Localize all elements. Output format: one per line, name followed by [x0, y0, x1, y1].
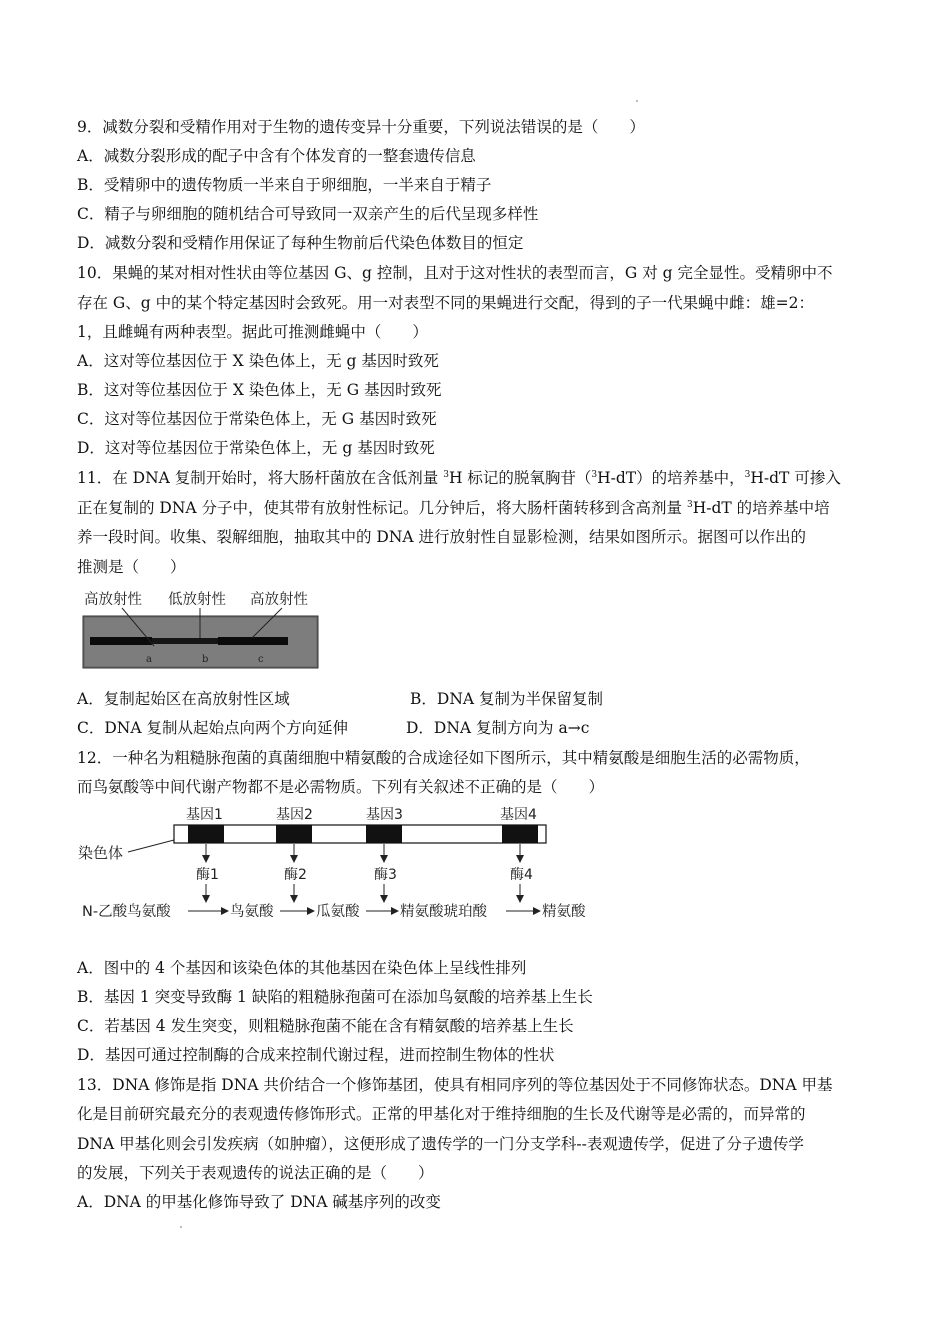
q11-text-1a: 11．在 DNA 复制开始时，将大肠杆菌放在含低剂量 — [77, 469, 444, 487]
q12-stem-line-1: 12．一种名为粗糙脉孢菌的真菌细胞中精氨酸的合成途径如下图所示，其中精氨酸是细胞生活的必需物质， — [77, 749, 810, 767]
arginine-pathway-figure — [78, 802, 598, 926]
chromosome-bar — [174, 825, 546, 843]
q13-option-a: A．DNA 的甲基化修饰导致了 DNA 碱基序列的改变 — [77, 1193, 441, 1211]
q11-stem-line-2 — [77, 498, 830, 518]
gene-4-label: 基因4 — [500, 807, 537, 823]
mark-a: a — [146, 654, 152, 665]
q11-text-1b: H 标记的脱氧胸苷（ — [448, 469, 592, 487]
compound-ornithine: 鸟氨酸 — [230, 904, 274, 920]
q11-text-2a: 正在复制的 DNA 分子中，使其带有放射性标记。几分钟后，将大肠杆菌转移到含高剂量 — [77, 499, 687, 517]
high-region-left — [90, 637, 152, 645]
q10-stem-line-2: 存在 G、g 中的某个特定基因时会致死。用一对表型不同的果蝇进行交配，得到的子一代果蝇中雌：雄=2： — [77, 294, 815, 312]
compound-argininosuccinate: 精氨酸琥珀酸 — [400, 904, 487, 920]
mark-b: b — [202, 654, 209, 665]
q11-sup-4: 3 — [686, 500, 693, 510]
q10-option-c: C．这对等位基因位于常染色体上，无 G 基因时致死 — [77, 410, 437, 428]
q9-option-c: C．精子与卵细胞的随机结合可导致同一双亲产生的后代呈现多样性 — [77, 205, 539, 223]
gene-1-block — [188, 825, 224, 843]
q12-stem-line-2: 而鸟氨酸等中间代谢产物都不是必需物质。下列有关叙述不正确的是（ ） — [77, 778, 605, 796]
enzyme-2-label: 酶2 — [284, 867, 307, 883]
q10-stem-line-3: 1，且雌蝇有两种表型。据此可推测雌蝇中（ ） — [77, 323, 428, 341]
q10-option-b: B．这对等位基因位于 X 染色体上，无 G 基因时致死 — [77, 381, 442, 399]
q11-stem-line-1 — [77, 468, 841, 488]
q9-option-a: A．减数分裂形成的配子中含有个体发育的一整套遗传信息 — [77, 147, 476, 165]
q11-sup-2: 3 — [591, 470, 598, 480]
q9-option-b: B．受精卵中的遗传物质一半来自于卵细胞，一半来自于精子 — [77, 176, 492, 194]
q11-option-c: C．DNA 复制从起始点向两个方向延伸 — [77, 719, 348, 737]
mark-c: c — [258, 654, 264, 665]
q9-option-d: D．减数分裂和受精作用保证了每种生物前后代染色体数目的恒定 — [77, 234, 524, 252]
compound-n-acetylornithine: N-乙酸鸟氨酸 — [82, 904, 171, 920]
scan-speck-bottom — [180, 1226, 182, 1228]
q11-text-2b: H-dT 的培养基中培 — [692, 499, 830, 517]
q12-option-b: B．基因 1 突变导致酶 1 缺陷的粗糙脉孢菌可在添加鸟氨酸的培养基上生长 — [77, 988, 593, 1006]
q13-stem-line-4: 的发展，下列关于表观遗传的说法正确的是（ ） — [77, 1164, 434, 1182]
q13-stem-line-3: DNA 甲基化则会引发疾病（如肿瘤），这便形成了遗传学的一门分支学科--表观遗传学，促进了分子遗传学 — [77, 1135, 804, 1153]
enzyme-4-label: 酶4 — [510, 867, 533, 883]
q11-sup-3: 3 — [744, 470, 751, 480]
q11-option-b: B．DNA 复制为半保留复制 — [410, 690, 604, 708]
q11-option-d: D．DNA 复制方向为 a→c — [406, 719, 590, 737]
figure-label-high-left: 高放射性 — [84, 592, 142, 608]
gene-3-block — [366, 825, 402, 843]
compound-citrulline: 瓜氨酸 — [316, 904, 360, 920]
q11-text-1d: H-dT 可掺入 — [750, 469, 841, 487]
figure-label-high-right: 高放射性 — [250, 592, 308, 608]
q9-stem: 9．减数分裂和受精作用对于生物的遗传变异十分重要，下列说法错误的是（ ） — [77, 118, 645, 136]
chromosome-label: 染色体 — [78, 844, 124, 862]
q11-stem-line-4: 推测是（ ） — [77, 558, 186, 576]
gene-1-label: 基因1 — [186, 807, 223, 823]
q11-option-a: A．复制起始区在高放射性区域 — [77, 690, 290, 708]
gene-2-label: 基因2 — [276, 807, 313, 823]
enzyme-3-label: 酶3 — [374, 867, 397, 883]
q10-option-d: D．这对等位基因位于常染色体上，无 g 基因时致死 — [77, 439, 435, 457]
compound-arginine: 精氨酸 — [542, 904, 586, 920]
q13-stem-line-1: 13．DNA 修饰是指 DNA 共价结合一个修饰基团，使具有相同序列的等位基因处于不同修饰状态。DNA 甲基 — [77, 1076, 833, 1094]
high-region-right — [218, 637, 288, 645]
q11-stem-line-3: 养一段时间。收集、裂解细胞，抽取其中的 DNA 进行放射性自显影检测，结果如图所示。据图可以作出的 — [77, 528, 807, 546]
gene-2-block — [276, 825, 312, 843]
q10-stem-line-1: 10．果蝇的某对相对性状由等位基因 G、g 控制，且对于这对性状的表型而言，G 对 g 完全显性。受精卵中不 — [77, 264, 833, 282]
chromosome-pointer — [128, 840, 174, 852]
q11-sup-1: 3 — [443, 470, 449, 480]
q12-option-a: A．图中的 4 个基因和该染色体的其他基因在染色体上呈线性排列 — [77, 959, 527, 977]
q11-text-1c: H-dT）的培养基中， — [597, 469, 745, 487]
q12-option-c: C．若基因 4 发生突变，则粗糙脉孢菌不能在含有精氨酸的培养基上生长 — [77, 1017, 574, 1035]
figure-label-low: 低放射性 — [168, 592, 226, 608]
gene-4-block — [502, 825, 538, 843]
scan-speck-top — [636, 100, 638, 102]
enzyme-1-label: 酶1 — [196, 867, 219, 883]
gene-3-label: 基因3 — [366, 807, 403, 823]
q12-option-d: D．基因可通过控制酶的合成来控制代谢过程，进而控制生物体的性状 — [77, 1046, 555, 1064]
q10-option-a: A．这对等位基因位于 X 染色体上，无 g 基因时致死 — [77, 352, 439, 370]
autoradiograph-figure — [82, 588, 320, 672]
q13-stem-line-2: 化是目前研究最充分的表观遗传修饰形式。正常的甲基化对于维持细胞的生长及代谢等是必需的，而异常的 — [77, 1105, 806, 1123]
